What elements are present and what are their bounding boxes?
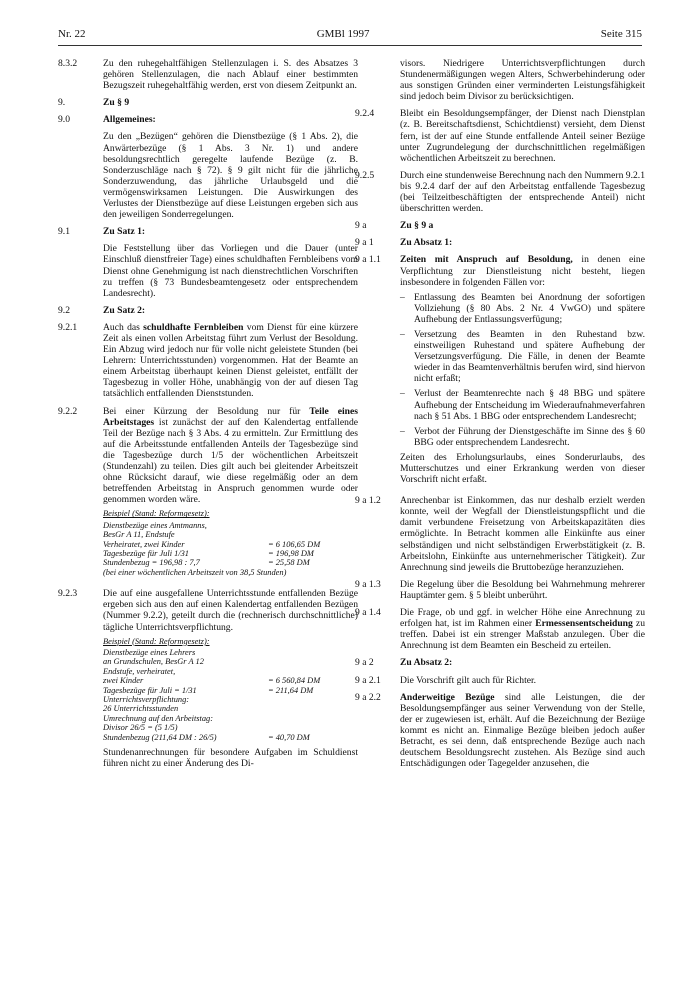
section-9-2-1: 9.2.1 Auch das schuldhafte Fernbleiben vom Dienst für eine kürzere Zeit als einen vollen Arbeitstag führt zum Verlust der Besoldung. Ein Abzug wird jedoch nur für volle nicht geleistete Stunden (bei Lehrern: Unterrichtsstunden) vorgenommen. Hat der Beamte an einem Arbeitstag überhaupt keinen Dienst geleistet, entfällt der Tagesbezug in voller Höhe, unabhängig von der auf diesen Tag tatsächlich entfallenden Dienststunden. [58, 321, 358, 400]
right-column [355, 58, 645, 775]
section-9a-1-2: 9 a 1.2 Anrechenbar ist Einkommen, das nur deshalb erzielt werden konnte, weil der Wegfall der Dienstleistungspflicht und die damit verbundene Freisetzung von Arbeitskapazitäten dies ermöglichte. In Betracht kommen alle Einkünfte aus einer selbständigen und nicht selbständigen Erwerbstätigkeit (z. B. Arbeitslohn, Einkünfte aus unternehmerischer Tätigkeit). Zur Anrechnung sind jeweils die Bruttobezüge heranzuziehen. [355, 495, 645, 573]
publication-title: GMBl 1997 [316, 28, 370, 40]
section-9a-1-1: 9 a 1.1 Zeiten mit Anspruch auf Besoldung, in denen eine Verpflichtung zur Dienstleistung nicht besteht, liegen insbesondere in folgenden Fällen vor: – Entlassung des Beamten bei Anordnung der sofortigen Vollziehung (§ 80 Abs. 2 Nr. 4 VwGO) und spätere Aufhebung der Entlassungsverfügung; – Versetzung des Beamten in den Ruhestand bzw. einstweiligen Ruhestand und spätere Aufhebung der Versetzungsverfügung. Die Fälle, in denen der Beamte wieder in das Beamtenverhältnis berufen wird, sind hiervon nicht erfaßt; – Verlust der Beamtenrechte nach § 48 BBG und spätere Aufhebung der Entscheidung im Wiederaufnahmeverfahren nach § 51 Abs. 1 BBG oder entsprechendem Landesrecht; – Verbot der Führung der Dienstgeschäfte im Sinne des § 60 BBG oder entsprechendem Landesrecht. Zeiten des Erholungsurlaubs, eines Sonderurlaubs, des Mutterschutzes und einer Erkrankung werden von dieser Vorschrift nicht erfaßt. [355, 254, 645, 486]
section-9-2: 9.2 Zu Satz 2: [58, 304, 146, 316]
section-9a-1: 9 a 1 Zu Absatz 1: [355, 237, 453, 249]
list-item: – Verlust der Beamtenrechte nach § 48 BBG und spätere Aufhebung der Entscheidung im Wiederaufnahmeverfahren nach § 51 Abs. 1 BBG oder entsprechendem Landesrecht; [400, 388, 645, 422]
section-9-1-body: Die Feststellung über das Vorliegen und die Dauer (unter Einschluß dienstfreier Tage) eines schuldhaften Fernbleibens vom Dienst ohne Genehmigung ist nach dienstrechtlichen Vorschriften zu treffen (§ 73 Bundesbeamtengesetz oder entsprechendem Landesrecht). [103, 243, 358, 299]
left-column [58, 58, 358, 779]
section-9-2-2: 9.2.2 Bei einer Kürzung der Besoldung nur für Teile eines Arbeitstages ist zunächst der auf den Kalendertag entfallende Teil der Bezüge nach § 3 Abs. 4 zu ermitteln. Zur Ermittlung des auf die Arbeitsstunde entfallenden Anteils der Tagesbezüge sind die Tagesbezüge durch 1/5 der wöchentlichen Arbeitszeit (Stundenzahl) zu teilen. Dies gilt auch bei gleitender Arbeitszeit ohne Rücksicht darauf, wie diese regelmäßig oder an dem betreffenden Arbeitstag in Anspruch genommen wurde oder genommen worden wäre. Beispiel (Stand: Reformgesetz): Dienstbezüge eines Amtmanns, BesGr A 11, Endstufe Verheiratet, zwei Kinder = 6 106,65 DM Tagesbezüge für Juli 1/31 = 196,98 DM Stundenbezug = 196,98 : 7,7 = 25,58 DM (bei einer wöchentlichen Arbeitszeit von 38,5 Stunden) [58, 405, 358, 577]
case-list [400, 292, 645, 448]
section-9a-1-3: 9 a 1.3 Die Regelung über die Besoldung bei Wahrnehmung mehrerer Hauptämter gem. § 5 bleibt unberührt. [355, 578, 645, 601]
section-9: 9. Zu § 9 [58, 97, 130, 109]
section-9-1: 9.1 Zu Satz 1: [58, 226, 146, 238]
section-9-2-5: 9.2.5 Durch eine stundenweise Berechnung nach den Nummern 9.2.1 bis 9.2.4 darf der auf den Arbeitstag entfallende Tagesbezug (bei Teilzeitbeschäftigten der entsprechende Anteil) nicht überschritten werden. [355, 169, 645, 215]
page-number: Seite 315 [600, 28, 642, 40]
continuation-9-2-3: visors. Niedrigere Unterrichtsverpflichtungen durch Stundenermäßigungen wegen Alters, Schwerbehinderung oder aus sonstigen Gründen einer verminderten Leistungsfähigkeit sind jedoch beim Divisor zu berücksichtigen. [400, 58, 645, 103]
issue-number: Nr. 22 [58, 28, 86, 40]
section-9-0: 9.0 Allgemeines: [58, 114, 156, 126]
example-2: Beispiel (Stand: Reformgesetz): Dienstbezüge eines Lehrers an Grundschulen, BesGr A 12 Endstufe, verheiratet, zwei Kinder = 6 560,84 DM Tagesbezüge für Juli = 1/31 = 211,64 DM Unterrichtsverpflichtung: 26 Unterrichtsstunden Umrechnung auf den Arbeitstag: Divisor 26/5 = (5 1/5) Stundenbezug (211,64 DM : 26/5) = 40,70 DM [103, 636, 321, 742]
list-item: – Entlassung des Beamten bei Anordnung der sofortigen Vollziehung (§ 80 Abs. 2 Nr. 4 VwGO) und spätere Aufhebung der Entlassungsverfügung; [400, 291, 645, 325]
section-8-3-2: 8.3.2 Zu den ruhegehaltfähigen Stellenzulagen i. S. des Absatzes 3 gehören Stellenzulagen, die nach Ablauf einer bestimmten Bezugszeit ruhegehaltfähig werden, erst von diesem Zeitpunkt an. [58, 58, 358, 92]
page-header [58, 28, 642, 40]
section-9a-2-1: 9 a 2.1 Die Vorschrift gilt auch für Richter. [355, 674, 537, 686]
section-9a-2: 9 a 2 Zu Absatz 2: [355, 657, 453, 669]
example-1: Beispiel (Stand: Reformgesetz): Dienstbezüge eines Amtmanns, BesGr A 11, Endstufe Verheiratet, zwei Kinder = 6 106,65 DM Tagesbezüge für Juli 1/31 = 196,98 DM Stundenbezug = 196,98 : 7,7 = 25,58 DM (bei einer wöchentlichen Arbeitszeit von 38,5 Stunden) [103, 509, 321, 577]
section-9-2-4: 9.2.4 Bleibt ein Besoldungsempfänger, der Dienst nach Dienstplan (z. B. Bereitschaftsdienst, Schichtdienst) versieht, dem Dienst fern, ist der auf eine Stunde entfallende Anteil seiner Bezüge unter Zugrundelegung der durchschnittlichen regelmäßigen wöchentlichen Arbeitszeit zu berechnen. [355, 108, 645, 164]
section-9-2-3: 9.2.3 Die auf eine ausgefallene Unterrichtsstunde entfallenden Bezüge ergeben sich aus den auf einen Kalendertag entfallenden Bezügen (Nummer 9.2.2), geteilt durch die (rechnerisch durchschnittliche) tägliche Unterrichtsverpflichtung. Beispiel (Stand: Reformgesetz): Dienstbezüge eines Lehrers an Grundschulen, BesGr A 12 Endstufe, verheiratet, zwei Kinder = 6 560,84 DM Tagesbezüge für Juli = 1/31 = 211,64 DM Unterrichtsverpflichtung: 26 Unterrichtsstunden Umrechnung auf den Arbeitstag: Divisor 26/5 = (5 1/5) Stundenbezug (211,64 DM : 26/5) = 40,70 DM Stundenanrechnungen für besondere Aufgaben im Schuldienst führen nicht zu einer Änderung des Di- [58, 588, 358, 770]
list-item: – Verbot der Führung der Dienstgeschäfte im Sinne des § 60 BBG oder entsprechendem Landesrecht. [400, 425, 645, 448]
section-9a-1-4: 9 a 1.4 Die Frage, ob und ggf. in welcher Höhe eine Anrechnung zu erfolgen hat, ist im Rahmen einer Ermessensentscheidung zu treffen. Dabei ist ein strenger Maßstab anzulegen. Über die Anrechnung ist dem Beamten ein Bescheid zu erteilen. [355, 607, 645, 652]
section-9a-2-2: 9 a 2.2 Anderweitige Bezüge sind alle Leistungen, die der Besoldungsempfänger aus seiner Verwendung von der Stelle, der er zugewiesen ist, erhält. Auf die Bezeichnung der Bezüge kommt es nicht an. Einmalige Bezüge bleiben jedoch außer Betracht, es sei denn, daß entsprechende Bezüge auch nach deutschem Besoldungsrecht zustehen. Als Bezüge sind auch Entschädigungen oder Tagegelder anzusehen, die [355, 691, 645, 770]
section-9a: 9 a Zu § 9 a [355, 220, 434, 232]
section-9-0-body: Zu den „Bezügen“ gehören die Dienstbezüge (§ 1 Abs. 2), die Anwärterbezüge (§ 1 Abs. 3 Nr. 1) und andere besoldungsrechtlich geregelte laufende Bezüge (z. B. Sonderzuschläge nach § 72). § 9 gilt nicht für die jährliche Sonderzuwendung, das jährliche Urlaubsgeld und die vermögenswirksamen Leistungen. Die Auswirkungen des Verlustes der Dienstbezüge auf diese Leistungen ergeben sich aus den jeweiligen Sonderregelungen. [103, 131, 358, 221]
header-rule [58, 45, 642, 46]
list-item: – Versetzung des Beamten in den Ruhestand bzw. einstweiligen Ruhestand und spätere Aufhebung der Versetzungsverfügung. Die Fälle, in denen der Beamte wieder in das Beamtenverhältnis berufen wird, sind hiervon nicht erfaßt; [400, 328, 645, 385]
